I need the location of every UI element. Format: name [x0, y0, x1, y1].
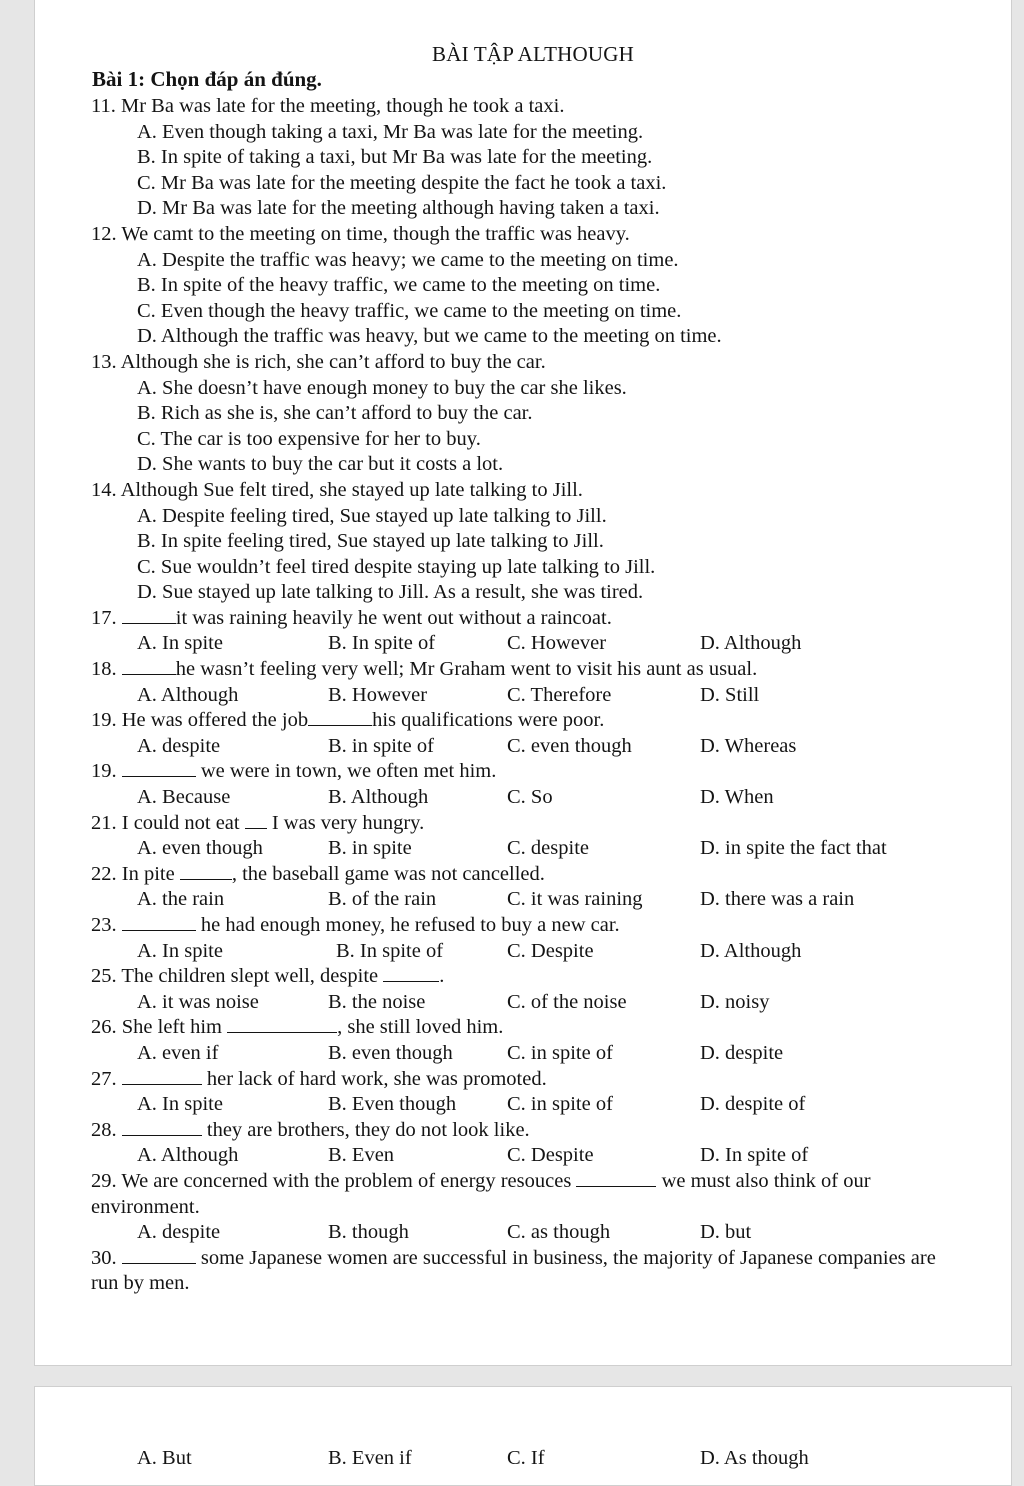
option-18-d: D. Still	[700, 683, 760, 706]
option-30-d: D. As though	[700, 1447, 809, 1469]
option-18-a: A. Although	[137, 683, 239, 706]
option-17-b: B. In spite of	[328, 632, 436, 655]
answer-blank	[122, 1067, 202, 1085]
options-21	[91, 836, 951, 862]
question-28: 28. they are brothers, they do not look like.	[91, 1118, 530, 1141]
option-28-a: A. Although	[137, 1144, 239, 1167]
answer-blank	[122, 657, 176, 675]
question-11: 11. Mr Ba was late for the meeting, though he took a taxi.	[91, 95, 565, 117]
answer-blank	[383, 964, 439, 982]
question-21: 21. I could not eat I was very hungry.	[91, 811, 425, 834]
options-19-b	[91, 785, 951, 811]
question-14: 14. Although Sue felt tired, she stayed up late talking to Jill.	[91, 478, 583, 501]
option-29-c: C. as though	[507, 1221, 611, 1244]
option-11-d: D. Mr Ba was late for the meeting although having taken a taxi.	[137, 197, 660, 220]
option-28-c: C. Despite	[507, 1144, 594, 1167]
option-30-a: A. But	[137, 1447, 192, 1469]
option-13-c: C. The car is too expensive for her to buy.	[137, 427, 481, 450]
question-13: 13. Although she is rich, she can’t afford to buy the car.	[91, 350, 546, 373]
option-22-a: A. the rain	[137, 888, 225, 911]
option-12-d: D. Although the traffic was heavy, but we came to the meeting on time.	[137, 325, 722, 348]
question-19-b: 19. we were in town, we often met him.	[91, 760, 497, 783]
question-29: 29. We are concerned with the problem of energy resouces we must also think of our environment.	[91, 1169, 871, 1218]
question-22: 22. In pite , the baseball game was not cancelled.	[91, 862, 545, 885]
option-19a-b: B. in spite of	[328, 734, 434, 757]
option-19b-a: A. Because	[137, 786, 231, 809]
option-21-a: A. even though	[137, 837, 263, 860]
option-13-a: A. She doesn’t have enough money to buy the car she likes.	[137, 376, 627, 399]
option-12-a: A. Despite the traffic was heavy; we came to the meeting on time.	[137, 248, 679, 271]
option-23-b: B. In spite of	[336, 939, 444, 962]
options-27	[91, 1092, 951, 1118]
options-26	[91, 1041, 951, 1067]
option-21-b: B. in spite	[328, 837, 412, 860]
option-22-d: D. there was a rain	[700, 888, 855, 911]
options-18	[91, 683, 951, 709]
option-14-d: D. Sue stayed up late talking to Jill. As a result, she was tired.	[137, 581, 644, 604]
options-22	[91, 887, 951, 913]
answer-blank	[122, 913, 196, 931]
option-21-d: D. in spite the fact that	[700, 837, 887, 860]
option-26-c: C. in spite of	[507, 1041, 613, 1064]
page-title: BÀI TẬP ALTHOUGH	[432, 42, 634, 66]
question-23: 23. he had enough money, he refused to buy a new car.	[91, 914, 620, 936]
option-22-c: C. it was raining	[507, 888, 643, 911]
question-26: 26. She left him , she still loved him.	[91, 1016, 504, 1039]
question-12: 12. We camt to the meeting on time, though the traffic was heavy.	[91, 222, 630, 245]
options-19-a	[91, 734, 951, 760]
answer-blank	[180, 862, 232, 880]
option-14-b: B. In spite feeling tired, Sue stayed up late talking to Jill.	[137, 530, 604, 553]
option-21-c: C. despite	[507, 837, 589, 860]
option-26-a: A. even if	[137, 1041, 219, 1064]
option-18-b: B. However	[328, 683, 428, 706]
option-22-b: B. of the rain	[328, 888, 437, 911]
answer-blank	[122, 759, 196, 777]
options-29	[91, 1220, 951, 1246]
option-19a-d: D. Whereas	[700, 734, 797, 757]
option-29-b: B. though	[328, 1221, 409, 1244]
option-17-a: A. In spite	[137, 632, 223, 655]
option-30-b: B. Even if	[328, 1447, 412, 1469]
option-19b-b: B. Although	[328, 786, 429, 809]
option-25-c: C. of the noise	[507, 990, 627, 1013]
answer-blank	[122, 1118, 202, 1136]
option-27-c: C. in spite of	[507, 1093, 613, 1116]
question-19-a: 19. He was offered the job his qualifications were poor.	[91, 709, 605, 732]
option-27-b: B. Even though	[328, 1093, 457, 1116]
option-12-b: B. In spite of the heavy traffic, we came to the meeting on time.	[137, 274, 661, 297]
question-30: 30. some Japanese women are successful in business, the majority of Japanese companies are run by men.	[91, 1246, 936, 1295]
option-11-c: C. Mr Ba was late for the meeting despite the fact he took a taxi.	[137, 171, 667, 194]
option-25-d: D. noisy	[700, 990, 770, 1013]
answer-blank	[122, 606, 176, 624]
option-19b-c: C. So	[507, 786, 553, 809]
answer-blank	[308, 708, 372, 726]
answer-blank	[576, 1169, 656, 1187]
option-17-d: D. Although	[700, 632, 802, 655]
option-25-b: B. the noise	[328, 990, 426, 1013]
question-25: 25. The children slept well, despite .	[91, 965, 445, 988]
exercise-heading: Bài 1: Chọn đáp án đúng.	[92, 67, 322, 91]
option-12-c: C. Even though the heavy traffic, we came to the meeting on time.	[137, 299, 682, 322]
options-30	[91, 1446, 951, 1472]
option-19a-c: C. even though	[507, 734, 632, 757]
option-28-b: B. Even	[328, 1144, 395, 1167]
option-23-d: D. Although	[700, 939, 802, 962]
option-30-c: C. If	[507, 1447, 545, 1469]
options-28	[91, 1143, 951, 1169]
question-list	[91, 94, 951, 1297]
option-25-a: A. it was noise	[137, 990, 259, 1013]
options-23	[91, 939, 951, 965]
option-29-a: A. despite	[137, 1221, 221, 1244]
question-27: 27. her lack of hard work, she was promoted.	[91, 1067, 547, 1090]
option-14-a: A. Despite feeling tired, Sue stayed up late talking to Jill.	[137, 504, 607, 527]
option-23-a: A. In spite	[137, 939, 223, 962]
option-19a-a: A. despite	[137, 734, 221, 757]
question-18: 18. he wasn’t feeling very well; Mr Graham went to visit his aunt as usual.	[91, 658, 758, 681]
answer-blank	[227, 1015, 337, 1033]
option-11-a: A. Even though taking a taxi, Mr Ba was late for the meeting.	[137, 120, 644, 143]
option-19b-d: D. When	[700, 786, 774, 809]
option-11-b: B. In spite of taking a taxi, but Mr Ba was late for the meeting.	[137, 146, 653, 169]
option-29-d: D. but	[700, 1221, 752, 1244]
option-13-b: B. Rich as she is, she can’t afford to buy the car.	[137, 402, 533, 425]
question-17: 17. it was raining heavily he went out without a raincoat.	[91, 606, 612, 629]
option-23-c: C. Despite	[507, 939, 594, 962]
option-26-b: B. even though	[328, 1041, 453, 1064]
answer-blank	[245, 811, 267, 829]
option-27-d: D. despite of	[700, 1093, 806, 1116]
option-26-d: D. despite	[700, 1041, 784, 1064]
option-14-c: C. Sue wouldn’t feel tired despite staying up late talking to Jill.	[137, 555, 656, 578]
option-17-c: C. However	[507, 632, 607, 655]
answer-blank	[122, 1246, 196, 1264]
option-13-d: D. She wants to buy the car but it costs a lot.	[137, 453, 504, 476]
options-25	[91, 990, 951, 1016]
options-17	[91, 631, 951, 657]
option-27-a: A. In spite	[137, 1093, 223, 1116]
option-28-d: D. In spite of	[700, 1144, 809, 1167]
option-18-c: C. Therefore	[507, 683, 612, 706]
